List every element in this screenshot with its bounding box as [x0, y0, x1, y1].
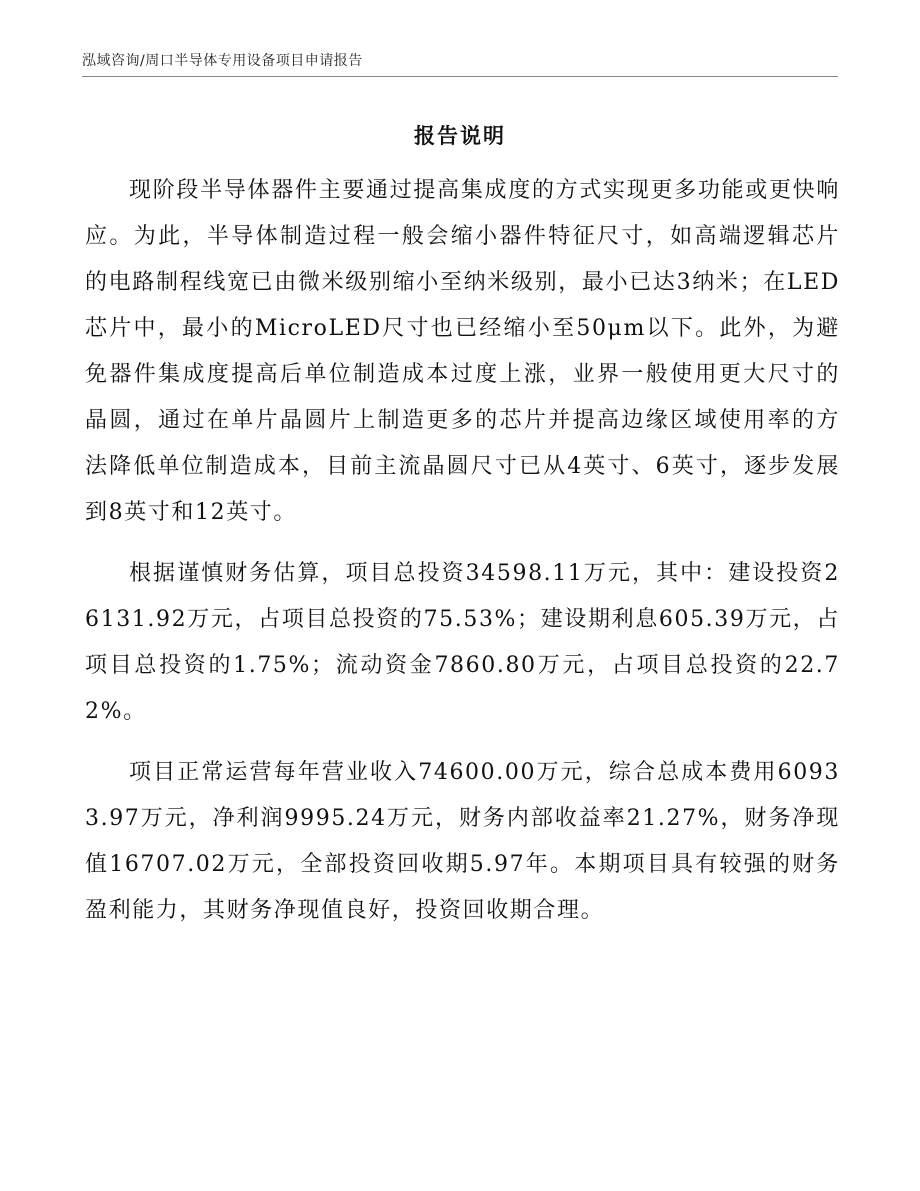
- running-header: 泓域咨询/周口半导体专用设备项目申请报告: [82, 53, 363, 69]
- paragraph-investment-estimate: 根据谨慎财务估算，项目总投资34598.11万元，其中：建设投资26131.92万元，占项目总投资的75.53%；建设期利息605.39万元，占项目总投资的1.75%；流动资金7860.80万元，占项目总投资的22.72%。: [85, 561, 840, 724]
- page-title: 报告说明: [414, 123, 506, 148]
- paragraph-financial-returns: 项目正常运营每年营业收入74600.00万元，综合总成本费用60933.97万元，净利润9995.24万元，财务内部收益率21.27%，财务净现值16707.02万元，全部投资回收期5.97年。本期项目具有较强的财务盈利能力，其财务净现值良好，投资回收期合理。: [85, 760, 840, 923]
- report-body: [85, 168, 840, 949]
- header-divider: [82, 76, 838, 77]
- paragraph-semiconductor-trend: 现阶段半导体器件主要通过提高集成度的方式实现更多功能或更快响应。为此，半导体制造过程一般会缩小器件特征尺寸，如高端逻辑芯片的电路制程线宽已由微米级别缩小至纳米级别，最小已达3纳米；在LED芯片中，最小的MicroLED尺寸也已经缩小至50μm以下。此外，为避免器件集成度提高后单位制造成本过度上涨，业界一般使用更大尺寸的晶圆，通过在单片晶圆片上制造更多的芯片并提高边缘区域使用率的方法降低单位制造成本，目前主流晶圆尺寸已从4英寸、6英寸，逐步发展到8英寸和12英寸。: [85, 178, 840, 525]
